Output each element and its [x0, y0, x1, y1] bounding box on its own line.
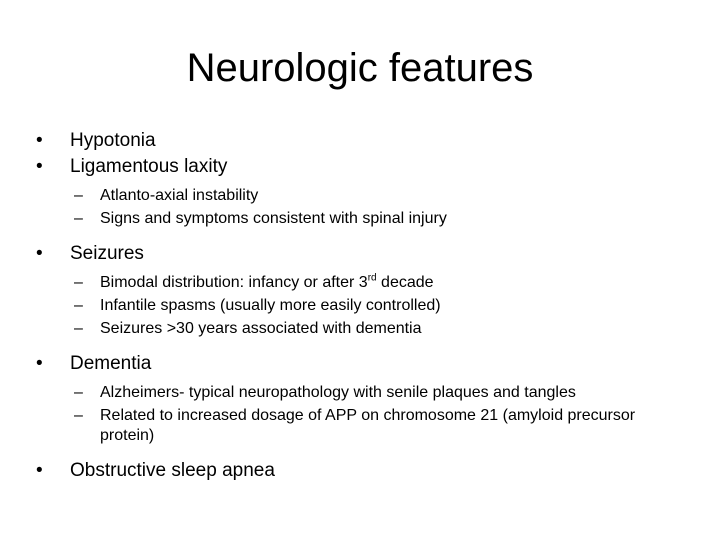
bullet-obstructive-sleep-apnea — [36, 458, 686, 484]
sub-bullet — [36, 186, 686, 206]
sub-list-ligamentous-laxity — [36, 186, 686, 229]
dash-marker: – — [74, 187, 83, 204]
bullet-text: Dementia — [70, 353, 152, 374]
sub-bullet-text-after: decade — [376, 274, 434, 291]
bullet-text: Ligamentous laxity — [70, 156, 228, 177]
sub-bullet — [36, 406, 686, 446]
bullet-marker: • — [36, 460, 43, 481]
sub-bullet — [36, 273, 686, 293]
bullet-text: Obstructive sleep apnea — [70, 460, 275, 481]
bullet-ligamentous-laxity — [36, 154, 686, 180]
sub-bullet — [36, 209, 686, 229]
bullet-text: Seizures — [70, 243, 144, 264]
dash-marker: – — [74, 384, 83, 401]
dash-marker: – — [74, 297, 83, 314]
sub-bullet-text: Atlanto-axial instability — [100, 187, 259, 204]
dash-marker: – — [74, 210, 83, 227]
dash-marker: – — [74, 274, 83, 291]
ordinal-superscript: rd — [367, 272, 377, 284]
dash-marker: – — [74, 407, 83, 424]
sub-bullet-text: Alzheimers- typical neuropathology with senile plaques and tangles — [100, 384, 576, 401]
sub-list-dementia — [36, 383, 686, 446]
bullet-dementia — [36, 351, 686, 377]
sub-bullet-text-before: Bimodal distribution: infancy or after 3 — [100, 274, 368, 291]
dash-marker: – — [74, 320, 83, 337]
bullet-marker: • — [36, 243, 43, 264]
sub-list-seizures — [36, 273, 686, 339]
bullet-text: Hypotonia — [70, 130, 156, 151]
sub-bullet-text: Related to increased dosage of APP on chromosome 21 (amyloid precursor protein) — [100, 407, 636, 444]
bullet-marker: • — [36, 130, 43, 151]
bullet-list — [36, 128, 686, 484]
sub-bullet — [36, 319, 686, 339]
bullet-seizures — [36, 241, 686, 267]
sub-bullet-text: Seizures >30 years associated with dementia — [100, 320, 422, 337]
sub-bullet-text: Signs and symptoms consistent with spinal injury — [100, 210, 447, 227]
sub-bullet — [36, 383, 686, 403]
sub-bullet — [36, 296, 686, 316]
sub-bullet-text: Infantile spasms (usually more easily controlled) — [100, 297, 441, 314]
bullet-marker: • — [36, 353, 43, 374]
bullet-hypotonia — [36, 128, 686, 154]
slide-title: Neurologic features — [186, 46, 534, 90]
bullet-marker: • — [36, 156, 43, 177]
